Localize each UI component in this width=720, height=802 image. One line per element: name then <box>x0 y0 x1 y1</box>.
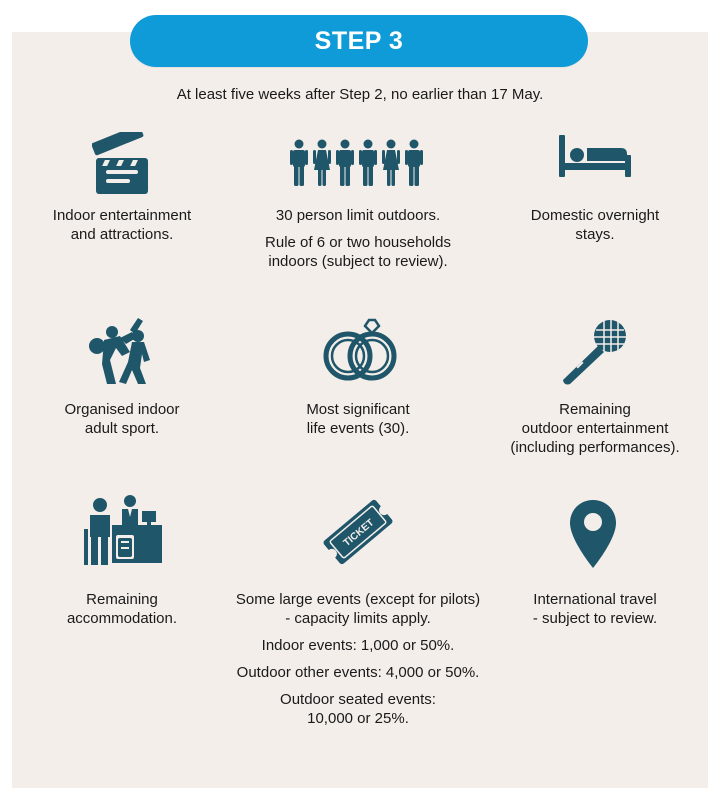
caption-indoor-sport: Organised indoor adult sport. <box>64 401 180 437</box>
ticket-text: TICKET <box>341 517 377 549</box>
microphone-icon <box>560 318 632 386</box>
map-pin-icon <box>568 498 618 570</box>
caption-large-events: Some large events (except for pilots) - capacity limits apply. Indoor events: 1,000 or 50%. Outdoor other events: 4,000 or 50%. Outdoor seated events: 10,000 or 25%. <box>235 591 481 727</box>
step-header <box>130 15 588 67</box>
step-title: STEP 3 <box>314 26 404 55</box>
caption-person-limits: 30 person limit outdoors. Rule of 6 or two households indoors (subject to review). <box>265 207 451 270</box>
ticket-icon <box>320 497 396 567</box>
wedding-rings-icon <box>318 316 402 384</box>
sport-players-icon <box>86 312 156 386</box>
bed-icon <box>557 135 635 179</box>
caption-outdoor-entertainment: Remaining outdoor entertainment (including performances). <box>510 401 680 456</box>
caption-overnight-stays: Domestic overnight stays. <box>530 207 660 243</box>
clapperboard-icon <box>92 132 152 196</box>
step-subtitle: At least five weeks after Step 2, no earlier than 17 May. <box>176 86 544 103</box>
caption-indoor-entertainment: Indoor entertainment and attractions. <box>52 207 192 243</box>
hotel-reception-icon <box>80 493 164 569</box>
caption-life-events: Most significant life events (30). <box>306 401 410 437</box>
caption-international-travel: International travel - subject to review. <box>532 591 658 627</box>
caption-accommodation: Remaining accommodation. <box>66 591 178 627</box>
people-group-icon <box>290 139 426 187</box>
